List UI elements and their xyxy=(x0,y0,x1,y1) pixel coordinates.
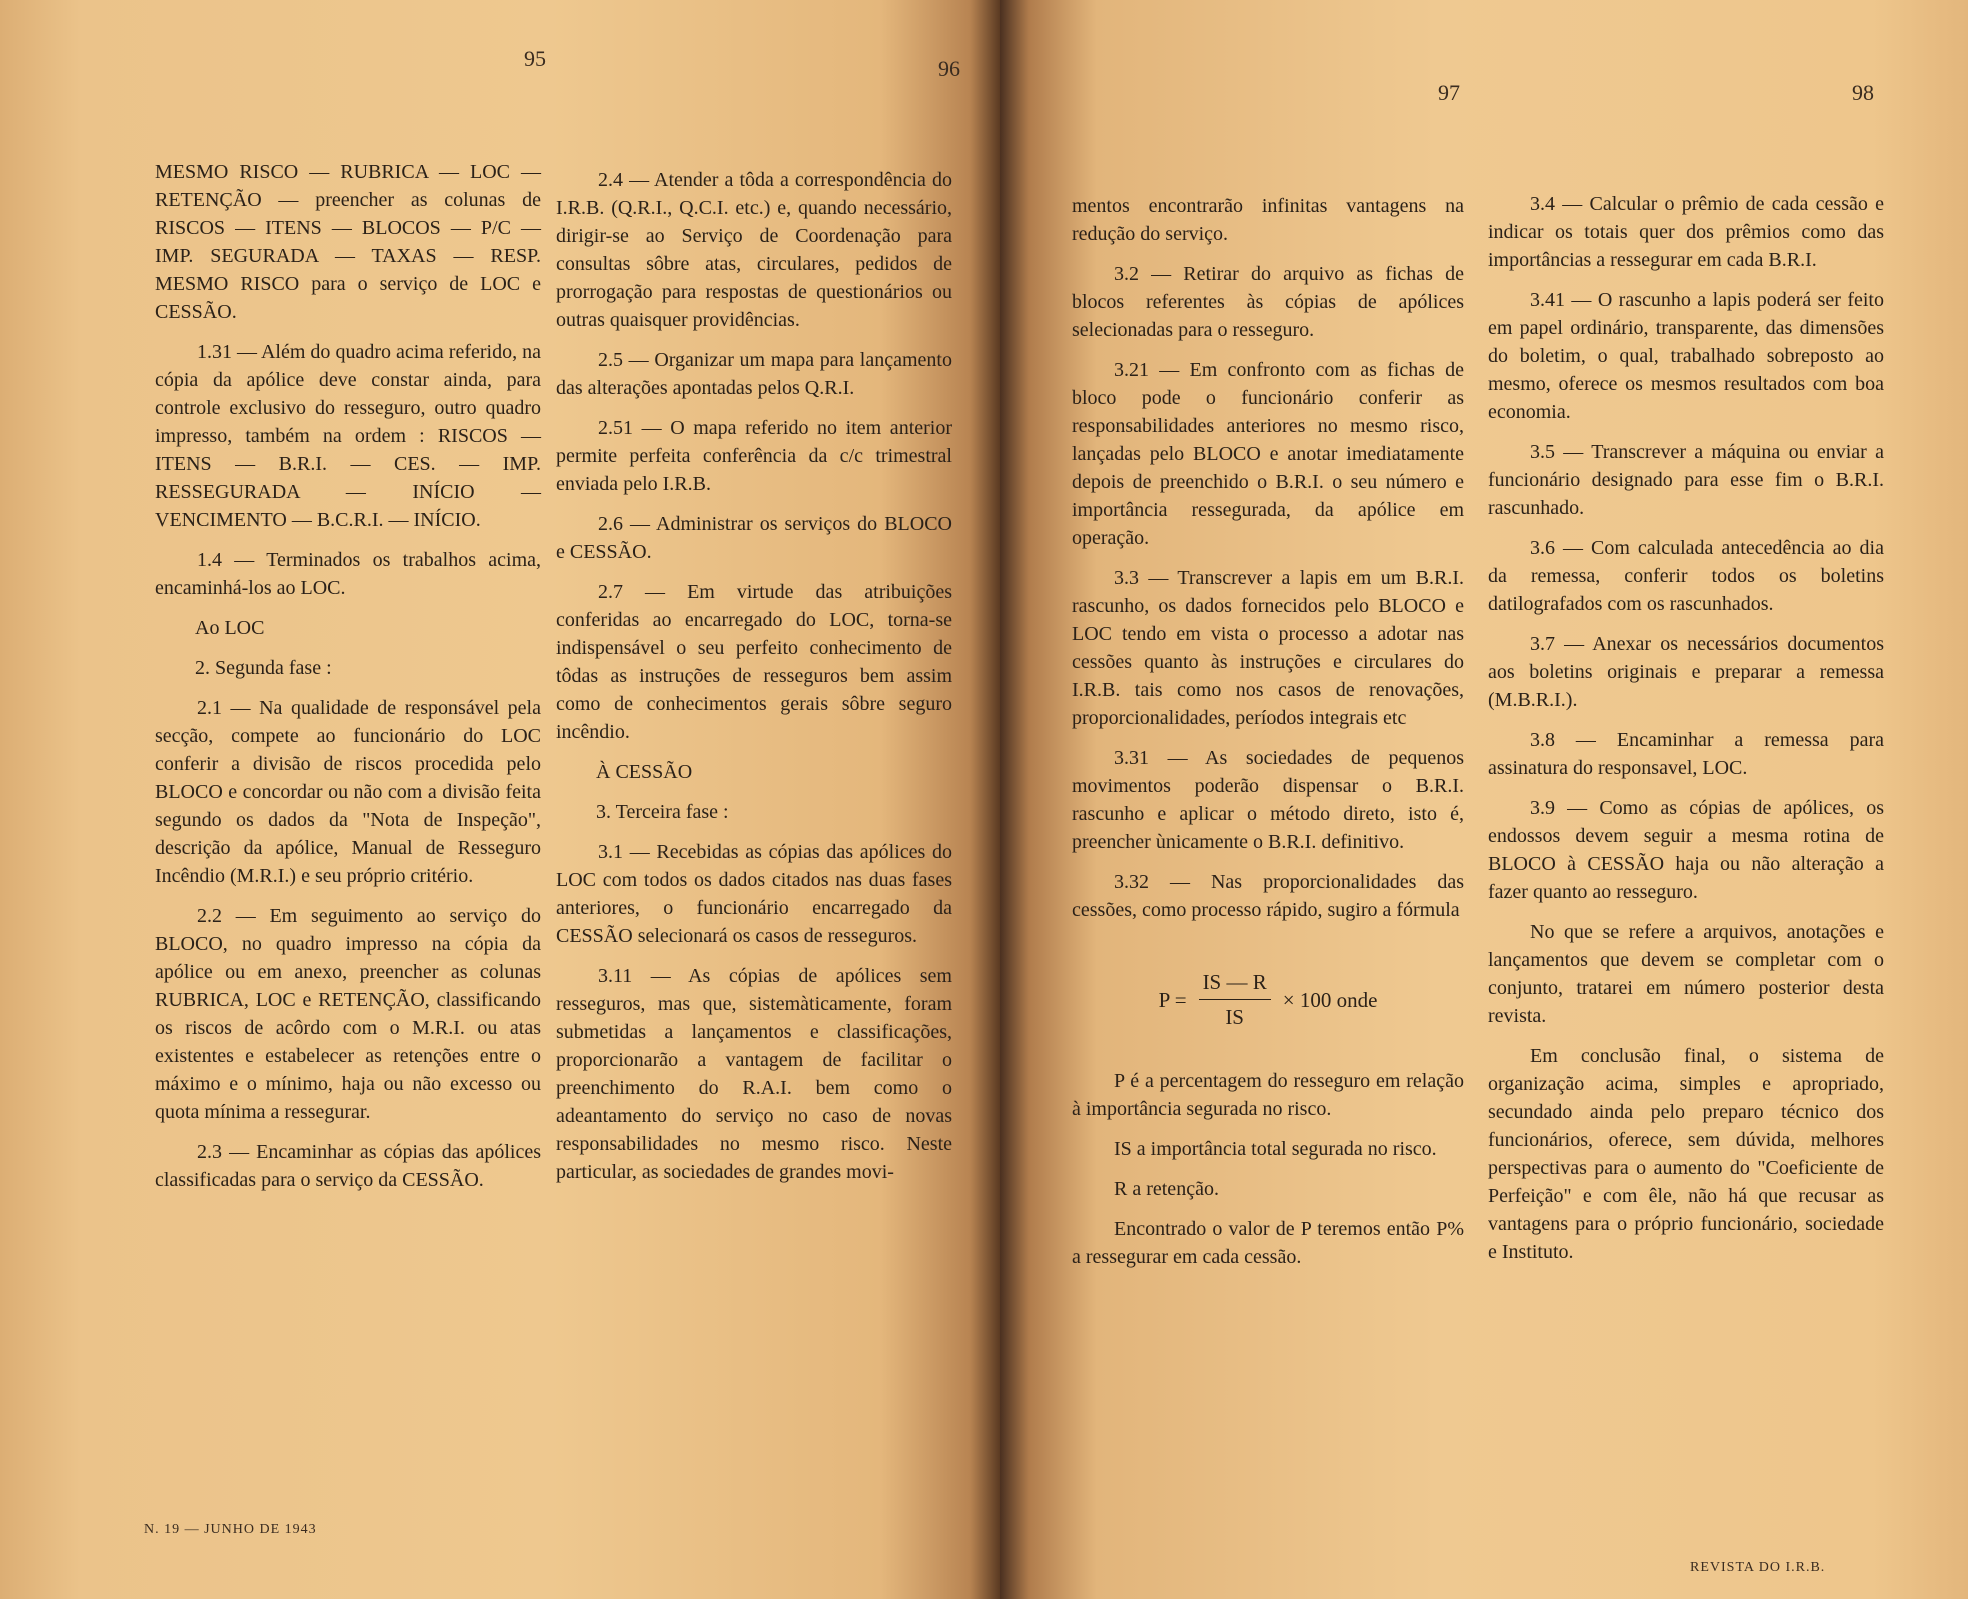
formula-fraction xyxy=(1199,968,1271,1031)
column-page-96 xyxy=(556,166,952,1198)
paragraph: Encontrado o valor de P teremos então P% a ressegurar em cada cessão. xyxy=(1072,1218,1464,1268)
paragraph: 3.11 — As cópias de apólices sem resseguros, mas que, sistemàticamente, foram submetidas a lançamentos e classificações, proporcionarão a vantagem de facilitar o preenchimento do R.A.I. bem como o adeantamento do serviço no caso de novas responsabilidades no mesmo risco. Neste particular, as sociedades de grandes movi- xyxy=(556,965,952,1183)
paragraph: No que se refere a arquivos, anotações e lançamentos que devem se completar com o conjunto, tratarei em número posterior desta revista. xyxy=(1488,921,1884,1027)
paragraph: 2.2 — Em seguimento ao serviço do BLOCO, no quadro impresso na cópia da apólice ou em anexo, preencher as colunas RUBRICA, LOC e RETENÇÃO, classificando os riscos de acôrdo com o M.R.I. ou atas existentes e estabelecer as retenções entre o máximo e o mínimo, haja ou não excesso ou quota mínima a ressegurar. xyxy=(155,905,541,1123)
paragraph: 2.3 — Encaminhar as cópias das apólices classificadas para o serviço da CESSÃO. xyxy=(155,1141,541,1191)
paragraph: 2.6 — Administrar os serviços do BLOCO e CESSÃO. xyxy=(556,513,952,563)
footer-issue-date: N. 19 — JUNHO DE 1943 xyxy=(144,1522,317,1537)
paragraph: Em conclusão final, o sistema de organização acima, simples e apropriado, secundado ainda pelo preparo técnico dos funcionários, oferece, sem dúvida, melhores perspectivas para o aumento do "Coeficiente de Perfeição" e com êle, não há que recusar as vantagens para o próprio funcionário, sociedade e Instituto. xyxy=(1488,1045,1884,1263)
paragraph: 2.5 — Organizar um mapa para lançamento das alterações apontadas pelos Q.R.I. xyxy=(556,349,952,399)
paragraph: mentos encontrarão infinitas vantagens na redução do serviço. xyxy=(1072,195,1464,245)
formula-numerator: IS — R xyxy=(1199,968,1271,1000)
formula-lhs: P = xyxy=(1158,987,1187,1012)
paragraph: 1.4 — Terminados os trabalhos acima, encaminhá-los ao LOC. xyxy=(155,549,541,599)
formula-rhs: × 100 onde xyxy=(1282,987,1378,1012)
paragraph: 3.21 — Em confronto com as fichas de bloco pode o funcionário conferir as responsabilidades anteriores no mesmo risco, lançadas pelo BLOCO e anotar imediatamente depois de preenchido o B.R.I. o seu número e importância ressegurada, da apólice em operação. xyxy=(1072,359,1464,549)
paragraph: 3.6 — Com calculada antecedência ao dia da remessa, conferir todos os boletins datilografados com os rascunhados. xyxy=(1488,537,1884,615)
column-page-98 xyxy=(1488,190,1884,1278)
section-heading: 3. Terceira fase : xyxy=(596,801,729,823)
paragraph: P é a percentagem do resseguro em relação à importância segurada no risco. xyxy=(1072,1070,1464,1120)
paragraph: 2.1 — Na qualidade de responsável pela secção, compete ao funcionário do LOC conferir a divisão de riscos procedida pelo BLOCO e concordar ou não com a divisão feita segundo os dados da "Nota de Inspeção", descrição da apólice, Manual de Resseguro Incêndio (M.R.I.) e seu próprio critério. xyxy=(155,697,541,887)
percentage-formula xyxy=(1072,968,1464,1031)
paragraph: 3.2 — Retirar do arquivo as fichas de blocos referentes às cópias de apólices selecionadas para o resseguro. xyxy=(1072,263,1464,341)
page-number-97: 97 xyxy=(1438,80,1460,105)
paragraph: 1.31 — Além do quadro acima referido, na cópia da apólice deve constar ainda, para controle exclusivo do resseguro, outro quadro impresso, também na ordem : RISCOS — ITENS — B.R.I. — CES. — IMP. RESSEGURADA — INÍCIO — VENCIMENTO — B.C.R.I. — INÍCIO. xyxy=(155,341,541,531)
section-heading: À CESSÃO xyxy=(596,761,693,783)
paragraph: 3.7 — Anexar os necessários documentos aos boletins originais e preparar a remessa (M.B.R.I.). xyxy=(1488,633,1884,711)
paragraph: IS a importância total segurada no risco. xyxy=(1114,1138,1437,1160)
page-number-95: 95 xyxy=(524,46,546,71)
paragraph: 2.7 — Em virtude das atribuições conferidas ao encarregado do LOC, torna-se indispensável o seu perfeito conhecimento de tôdas as instruções de resseguros bem assim como de conhecimentos gerais sôbre seguro incêndio. xyxy=(556,581,952,743)
paragraph: 2.4 — Atender a tôda a correspondência do I.R.B. (Q.R.I., Q.C.I. etc.) e, quando necessário, dirigir-se ao Serviço de Coordenação para consultas sôbre atas, circulares, pedidos de prorrogação para respostas de questionários ou outras quaisquer providências. xyxy=(556,169,952,331)
paragraph: 2.51 — O mapa referido no item anterior permite perfeita conferência da c/c trimestral enviada pelo I.R.B. xyxy=(556,417,952,495)
page-number-98: 98 xyxy=(1852,80,1874,105)
paragraph: 3.8 — Encaminhar a remessa para assinatura do responsavel, LOC. xyxy=(1488,729,1884,779)
paragraph: 3.41 — O rascunho a lapis poderá ser feito em papel ordinário, transparente, das dimensões do boletim, o qual, trabalhado sobreposto ao mesmo, oferece os mesmos resultados com boa economia. xyxy=(1488,289,1884,423)
section-heading: 2. Segunda fase : xyxy=(195,657,332,679)
column-page-95 xyxy=(155,158,541,1206)
footer-magazine-name: REVISTA DO I.R.B. xyxy=(1690,1560,1826,1575)
formula-denominator: IS xyxy=(1225,1005,1244,1029)
section-heading: Ao LOC xyxy=(195,617,265,639)
paragraph: 3.5 — Transcrever a máquina ou enviar a funcionário designado para esse fim o B.R.I. rascunhado. xyxy=(1488,441,1884,519)
paragraph: 3.1 — Recebidas as cópias das apólices do LOC com todos os dados citados nas duas fases anteriores, o funcionário encarregado da CESSÃO selecionará os casos de resseguros. xyxy=(556,841,952,947)
paragraph: 3.3 — Transcrever a lapis em um B.R.I. rascunho, os dados fornecidos pelo BLOCO e LOC tendo em vista o processo a adotar nas cessões quanto às instruções e circulares do I.R.B. tais como nos casos de renovações, proporcionalidades, períodos integrais etc xyxy=(1072,567,1464,729)
right-leaf xyxy=(1000,0,1968,1599)
paragraph: 3.32 — Nas proporcionalidades das cessões, como processo rápido, sugiro a fórmula xyxy=(1072,871,1464,921)
paragraph: 3.31 — As sociedades de pequenos movimentos poderão dispensar o B.R.I. rascunho e aplicar o método direto, isto é, preencher ùnicamente o B.R.I. definitivo. xyxy=(1072,747,1464,853)
paragraph: 3.9 — Como as cópias de apólices, os endossos devem seguir a mesma rotina de BLOCO à CESSÃO haja ou não alteração a fazer quanto ao resseguro. xyxy=(1488,797,1884,903)
paragraph: 3.4 — Calcular o prêmio de cada cessão e indicar os totais quer dos prêmios como das importâncias a ressegurar em cada B.R.I. xyxy=(1488,193,1884,271)
column-page-97 xyxy=(1072,192,1464,1283)
paragraph: R a retenção. xyxy=(1114,1178,1219,1200)
paragraph: MESMO RISCO — RUBRICA — LOC — RETENÇÃO — preencher as colunas de RISCOS — ITENS — BLOCOS — P/C — IMP. SEGURADA — TAXAS — RESP. MESMO RISCO para o serviço de LOC e CESSÃO. xyxy=(155,161,541,323)
page-number-96: 96 xyxy=(938,56,960,81)
